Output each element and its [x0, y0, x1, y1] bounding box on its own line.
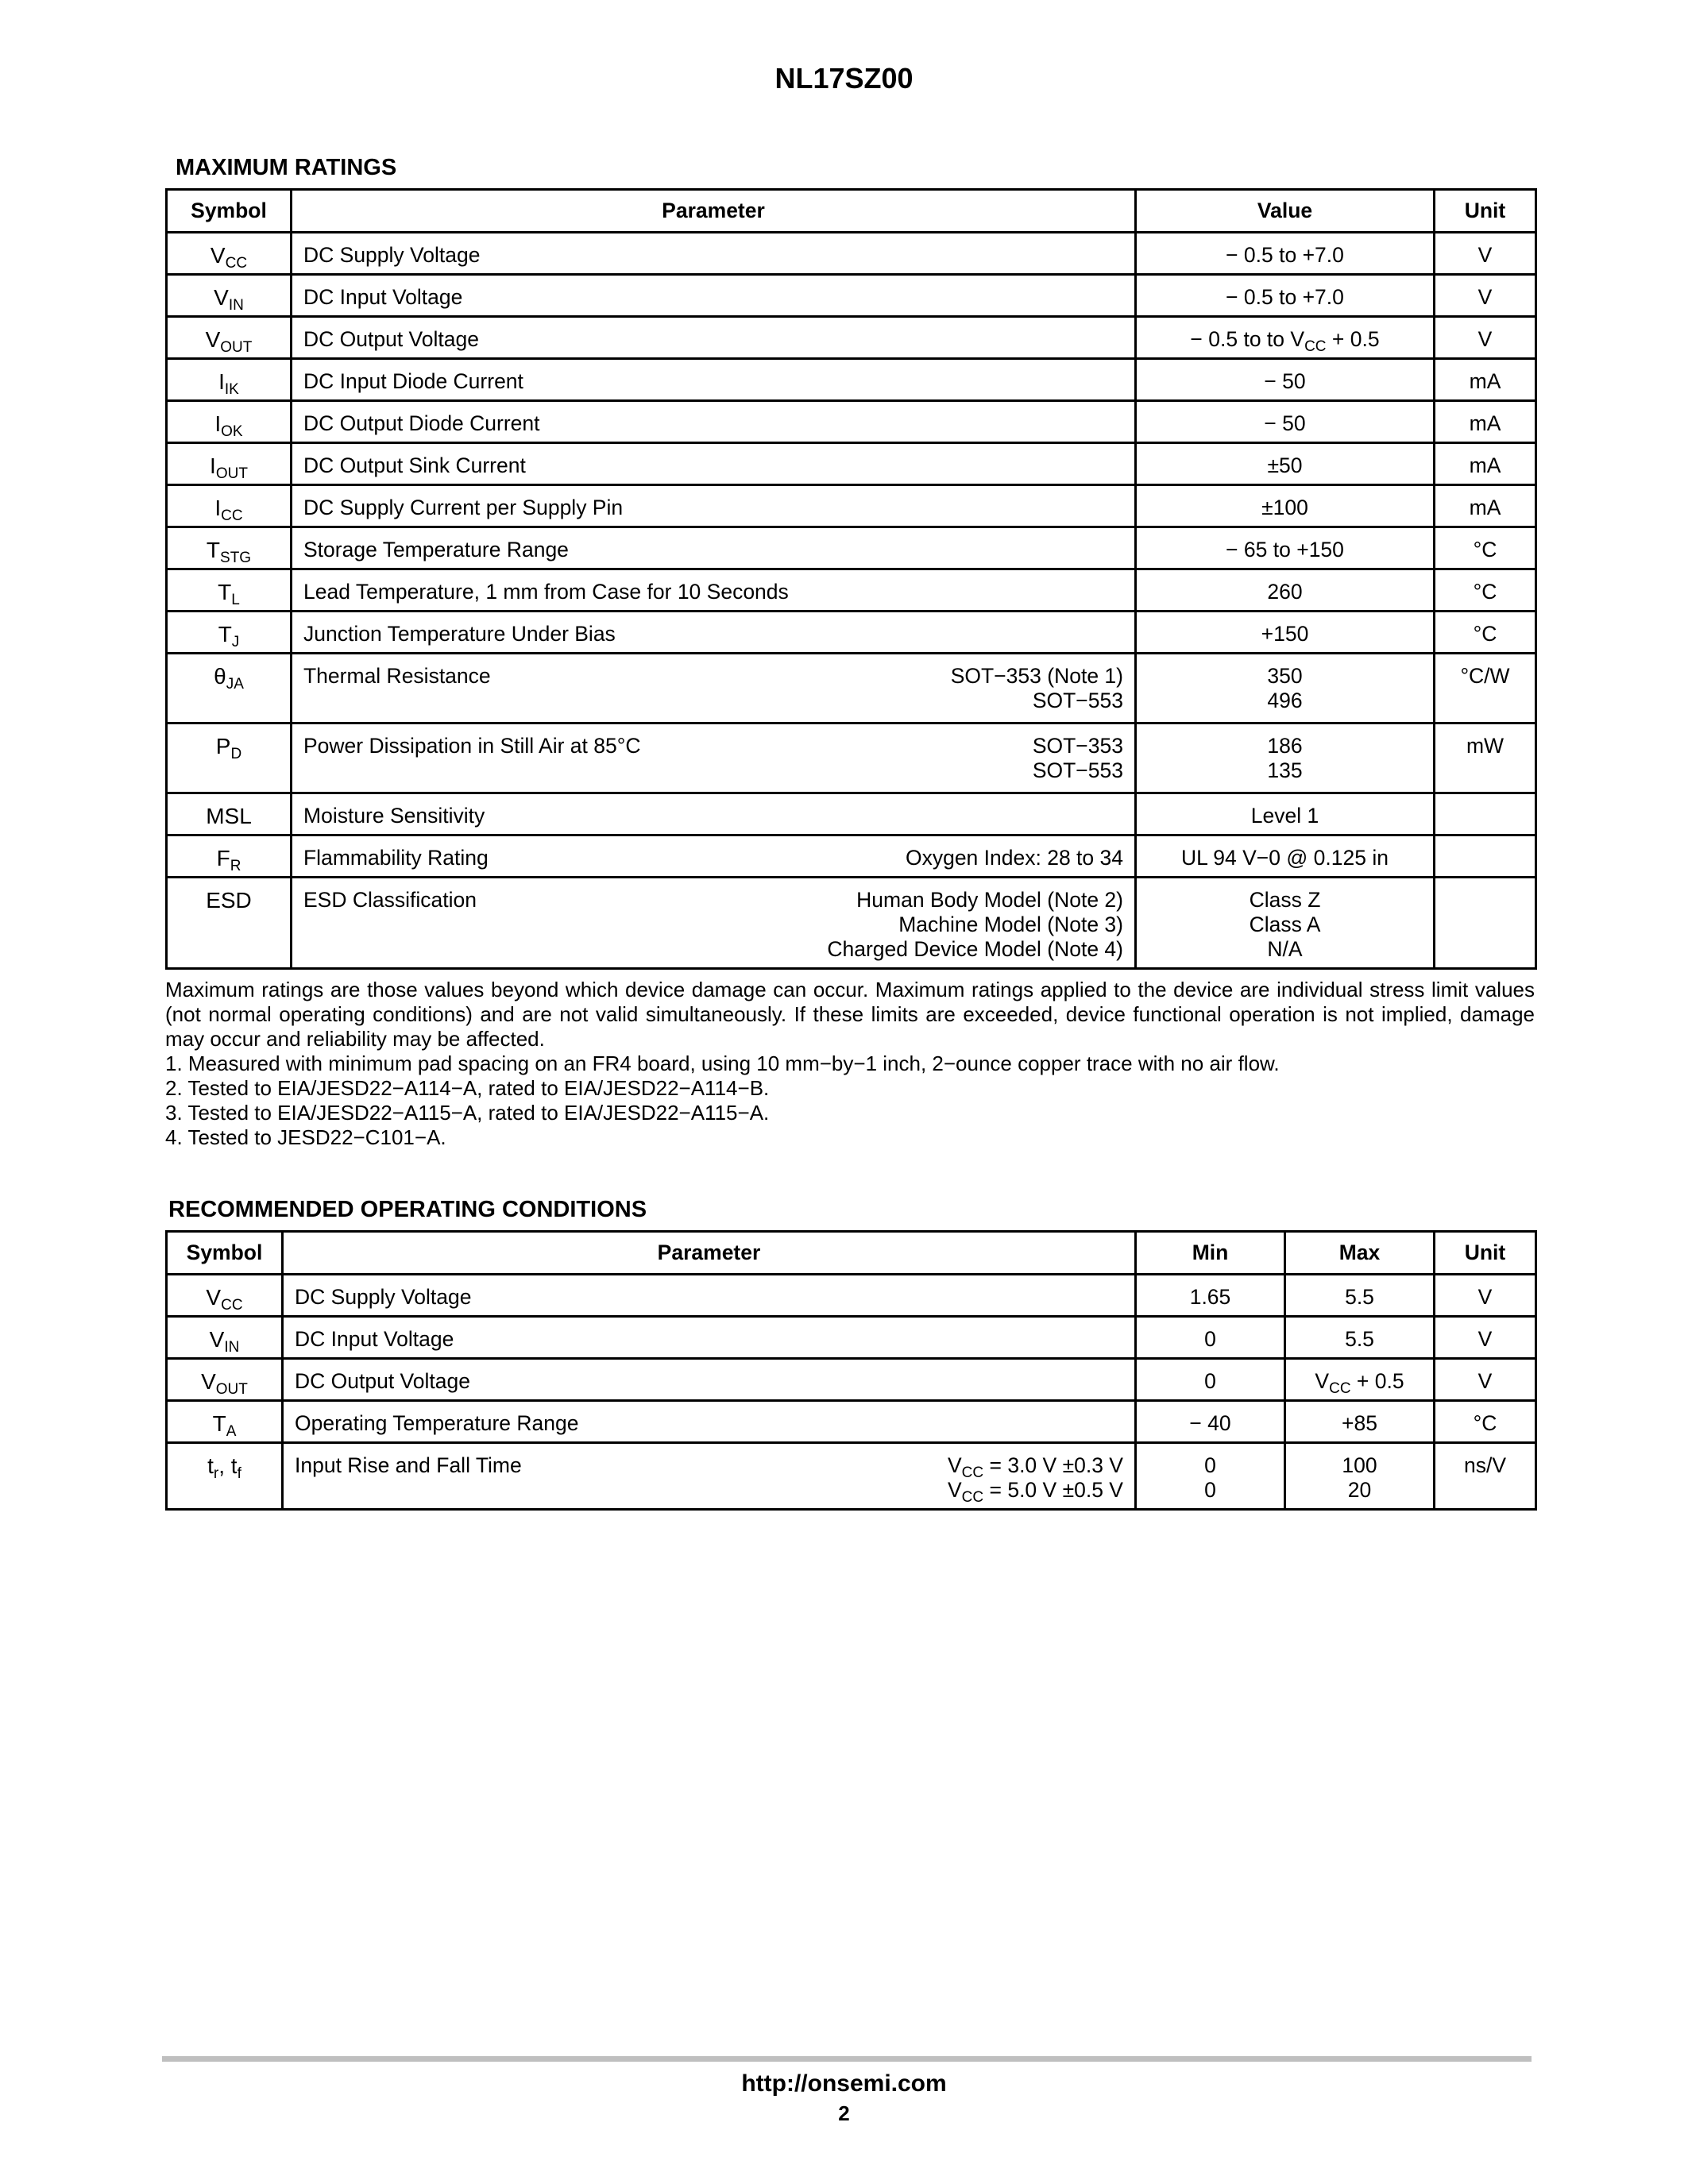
- table-row: [167, 1443, 1536, 1510]
- column-header: Unit: [1435, 190, 1536, 233]
- parameter-cell: DC Input Voltage: [283, 1317, 1136, 1359]
- parameter-cell: Power Dissipation in Still Air at 85°C SOT−353 SOT−553: [292, 723, 1136, 793]
- parameter-cell: ESD Classification Human Body Model (Note 2) Machine Model (Note 3) Charged Device Model (Note 4): [292, 878, 1136, 969]
- table-row: [167, 401, 1536, 443]
- value-cell: Class Z Class A N/A: [1136, 878, 1435, 969]
- table-row: [167, 317, 1536, 359]
- symbol-cell: $V_{IN}$: [167, 1317, 283, 1359]
- table-header-row: [167, 1232, 1536, 1275]
- unit-cell: mW: [1435, 723, 1536, 793]
- condition-text: Human Body Model (Note 2) Machine Model (Note 3) Charged Device Model (Note 4): [827, 888, 1123, 961]
- table-row: [167, 443, 1536, 485]
- table-row: [167, 1359, 1536, 1401]
- parameter-cell: DC Input Voltage: [292, 275, 1136, 317]
- unit-cell: ns/V: [1435, 1443, 1536, 1510]
- symbol-cell: $I_{CC}$: [167, 485, 292, 527]
- table-header-row: [167, 190, 1536, 233]
- symbol-cell: $I_{OK}$: [167, 401, 292, 443]
- max-cell: $V_{CC} + 0.5$: [1285, 1359, 1435, 1401]
- unit-cell: V: [1435, 317, 1536, 359]
- symbol-cell: ESD: [167, 878, 292, 969]
- unit-cell: °C: [1435, 569, 1536, 612]
- parameter-cell: Moisture Sensitivity: [292, 793, 1136, 835]
- value-cell: ±50: [1136, 443, 1435, 485]
- value-cell: − 0.5 to +7.0: [1136, 233, 1435, 275]
- parameter-cell: Input Rise and Fall Time $V_{CC} = 3.0$ V ±0.3 V $V_{CC} = 5.0$ V ±0.5 V: [283, 1443, 1136, 1510]
- max-ratings-notes: [165, 978, 1535, 1150]
- unit-cell: V: [1435, 1359, 1536, 1401]
- footer-url[interactable]: http://onsemi.com: [741, 2070, 947, 2097]
- symbol-cell: MSL: [167, 793, 292, 835]
- unit-cell: mA: [1435, 443, 1536, 485]
- parameter-cell: Junction Temperature Under Bias: [292, 612, 1136, 654]
- unit-cell: V: [1435, 1317, 1536, 1359]
- table-row: [167, 612, 1536, 654]
- table-row: [167, 835, 1536, 878]
- parameter-cell: DC Supply Voltage: [283, 1275, 1136, 1317]
- value-cell: − 50: [1136, 401, 1435, 443]
- symbol-cell: $V_{CC}$: [167, 233, 292, 275]
- table-row: [167, 485, 1536, 527]
- table-row: [167, 654, 1536, 723]
- min-cell: − 40: [1136, 1401, 1285, 1443]
- unit-cell: mA: [1435, 359, 1536, 401]
- max-ratings-title: MAXIMUM RATINGS: [176, 155, 397, 180]
- value-cell: 186 135: [1136, 723, 1435, 793]
- symbol-cell: $I_{IK}$: [167, 359, 292, 401]
- parameter-cell: DC Output Sink Current: [292, 443, 1136, 485]
- symbol-cell: $V_{OUT}$: [167, 1359, 283, 1401]
- value-cell: − 65 to +150: [1136, 527, 1435, 569]
- column-header: Parameter: [283, 1232, 1136, 1275]
- value-cell: − 0.5 to to $V_{CC} + 0.5$: [1136, 317, 1435, 359]
- parameter-cell: Flammability Rating Oxygen Index: 28 to 34: [292, 835, 1136, 878]
- symbol-cell: $t_r$, $t_f$: [167, 1443, 283, 1510]
- condition-text: Oxygen Index: 28 to 34: [905, 846, 1123, 870]
- symbol-cell: $P_D$: [167, 723, 292, 793]
- min-cell: 0: [1136, 1359, 1285, 1401]
- parameter-cell: Lead Temperature, 1 mm from Case for 10 Seconds: [292, 569, 1136, 612]
- table-row: [167, 1317, 1536, 1359]
- value-cell: 350 496: [1136, 654, 1435, 723]
- parameter-cell: Thermal Resistance SOT−353 (Note 1) SOT−553: [292, 654, 1136, 723]
- value-cell: +150: [1136, 612, 1435, 654]
- column-header: Parameter: [292, 190, 1136, 233]
- column-header: Symbol: [167, 1232, 283, 1275]
- note-item: 4. Tested to JESD22−C101−A.: [165, 1125, 446, 1149]
- unit-cell: [1435, 878, 1536, 969]
- table-row: [167, 359, 1536, 401]
- parameter-cell: DC Output Voltage: [283, 1359, 1136, 1401]
- table-row: [167, 527, 1536, 569]
- symbol-cell: $T_J$: [167, 612, 292, 654]
- value-cell: ±100: [1136, 485, 1435, 527]
- table-row: [167, 878, 1536, 969]
- max-cell: 100 20: [1285, 1443, 1435, 1510]
- parameter-cell: DC Supply Current per Supply Pin: [292, 485, 1136, 527]
- symbol-cell: $V_{IN}$: [167, 275, 292, 317]
- symbol-cell: $T_{STG}$: [167, 527, 292, 569]
- max-cell: +85: [1285, 1401, 1435, 1443]
- recommended-conditions-table: [165, 1230, 1537, 1511]
- column-header: Max: [1285, 1232, 1435, 1275]
- note-item: 1. Measured with minimum pad spacing on an FR4 board, using 10 mm−by−1 inch, 2−ounce copper trace with no air flow.: [165, 1051, 1280, 1075]
- note-item: 2. Tested to EIA/JESD22−A114−A, rated to EIA/JESD22−A114−B.: [165, 1076, 770, 1100]
- footer-divider: [162, 2056, 1532, 2062]
- unit-cell: °C: [1435, 527, 1536, 569]
- value-cell: UL 94 V−0 @ 0.125 in: [1136, 835, 1435, 878]
- symbol-cell: $\theta_{JA}$: [167, 654, 292, 723]
- unit-cell: °C: [1435, 612, 1536, 654]
- table-row: [167, 1275, 1536, 1317]
- column-header: Min: [1136, 1232, 1285, 1275]
- table-row: [167, 1401, 1536, 1443]
- symbol-cell: $F_R$: [167, 835, 292, 878]
- parameter-cell: DC Supply Voltage: [292, 233, 1136, 275]
- condition-text: SOT−353 SOT−553: [1032, 734, 1123, 782]
- max-ratings-table: [165, 188, 1537, 970]
- value-cell: Level 1: [1136, 793, 1435, 835]
- min-cell: 1.65: [1136, 1275, 1285, 1317]
- max-cell: 5.5: [1285, 1317, 1435, 1359]
- column-header: Value: [1136, 190, 1435, 233]
- page-number: 2: [838, 2101, 850, 2125]
- unit-cell: °C: [1435, 1401, 1536, 1443]
- value-cell: − 0.5 to +7.0: [1136, 275, 1435, 317]
- parameter-cell: Operating Temperature Range: [283, 1401, 1136, 1443]
- unit-cell: V: [1435, 233, 1536, 275]
- condition-text: $V_{CC} = 3.0$ V ±0.3 V $V_{CC} = 5.0$ V ±0.5 V: [947, 1453, 1123, 1506]
- unit-cell: V: [1435, 275, 1536, 317]
- symbol-cell: $T_A$: [167, 1401, 283, 1443]
- parameter-cell: DC Input Diode Current: [292, 359, 1136, 401]
- table-row: [167, 233, 1536, 275]
- table-row: [167, 569, 1536, 612]
- parameter-cell: Storage Temperature Range: [292, 527, 1136, 569]
- value-cell: − 50: [1136, 359, 1435, 401]
- symbol-cell: $V_{OUT}$: [167, 317, 292, 359]
- condition-text: SOT−353 (Note 1) SOT−553: [950, 664, 1123, 712]
- column-header: Symbol: [167, 190, 292, 233]
- parameter-cell: DC Output Voltage: [292, 317, 1136, 359]
- min-cell: 0 0: [1136, 1443, 1285, 1510]
- table-row: [167, 793, 1536, 835]
- symbol-cell: $T_L$: [167, 569, 292, 612]
- max-cell: 5.5: [1285, 1275, 1435, 1317]
- min-cell: 0: [1136, 1317, 1285, 1359]
- unit-cell: mA: [1435, 401, 1536, 443]
- unit-cell: °C/W: [1435, 654, 1536, 723]
- unit-cell: V: [1435, 1275, 1536, 1317]
- symbol-cell: $I_{OUT}$: [167, 443, 292, 485]
- symbol-cell: $V_{CC}$: [167, 1275, 283, 1317]
- footnote-paragraph: Maximum ratings are those values beyond which device damage can occur. Maximum ratings applied to the device are individual stress limit values (not normal operating conditions) and are not valid simultaneously. If these limits are exceeded, device functional operation is not implied, damage may occur and reliability may be affected.: [165, 978, 1535, 1051]
- recommended-conditions-title: RECOMMENDED OPERATING CONDITIONS: [168, 1197, 647, 1222]
- unit-cell: [1435, 793, 1536, 835]
- unit-cell: mA: [1435, 485, 1536, 527]
- value-cell: 260: [1136, 569, 1435, 612]
- note-item: 3. Tested to EIA/JESD22−A115−A, rated to EIA/JESD22−A115−A.: [165, 1101, 770, 1125]
- parameter-cell: DC Output Diode Current: [292, 401, 1136, 443]
- table-row: [167, 723, 1536, 793]
- column-header: Unit: [1435, 1232, 1536, 1275]
- table-row: [167, 275, 1536, 317]
- unit-cell: [1435, 835, 1536, 878]
- page-title: NL17SZ00: [774, 62, 914, 95]
